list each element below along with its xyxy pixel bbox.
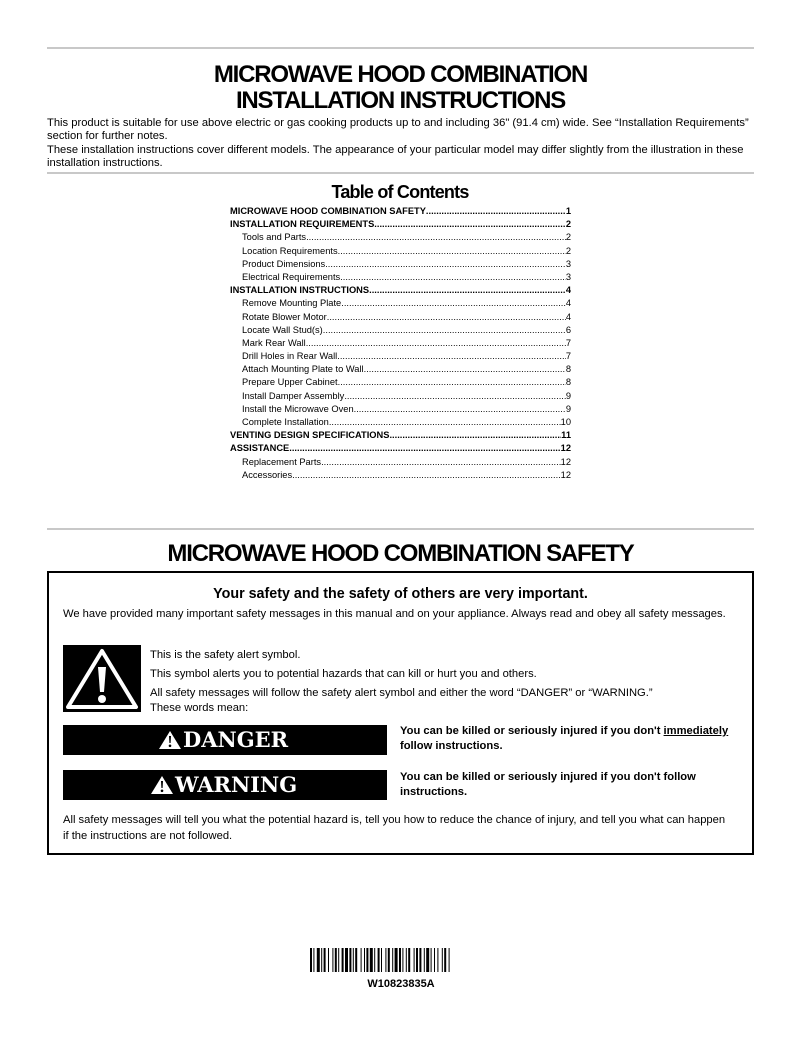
toc-entry-page: 7 [565, 351, 571, 362]
table-of-contents [230, 205, 571, 482]
toc-entry-page: 12 [560, 469, 571, 480]
safety-rule [47, 528, 754, 530]
toc-entry-page: 2 [565, 219, 571, 230]
safety-line-4: These words mean: [150, 702, 249, 714]
barcode [310, 948, 492, 972]
toc-entry-label: Product Dimensions [242, 258, 326, 269]
toc-entry-label: MICROWAVE HOOD COMBINATION SAFETY [230, 206, 426, 216]
toc-entry[interactable] [230, 376, 571, 389]
toc-entry-label: Locate Wall Stud(s) [242, 324, 323, 335]
toc-entry[interactable] [230, 390, 571, 403]
toc-entry-page: 9 [565, 390, 571, 401]
danger-signal [63, 725, 387, 755]
toc-entry-page: 3 [565, 271, 571, 282]
intro-paragraph-2: These installation instructions cover different models. The appearance of your particular model may differ slightly from the illustration in these installation instructions. [47, 144, 744, 169]
top-rule [47, 47, 754, 49]
toc-entry[interactable] [230, 245, 571, 258]
toc-entry-label: Install the Microwave Oven [242, 403, 354, 414]
toc-entry-page: 12 [560, 443, 571, 454]
toc-entry[interactable] [230, 231, 571, 244]
toc-entry[interactable] [230, 363, 571, 376]
toc-entry[interactable] [230, 337, 571, 350]
toc-entry-page: 8 [565, 377, 571, 388]
page-title-line1: MICROWAVE HOOD COMBINATION [213, 61, 588, 88]
toc-entry[interactable] [230, 442, 571, 455]
toc-entry[interactable] [230, 205, 571, 218]
safety-line-2: This symbol alerts you to potential hazards that can kill or hurt you and others. [150, 668, 537, 680]
toc-entry[interactable] [230, 271, 571, 284]
toc-entry[interactable] [230, 284, 571, 297]
warning-word: WARNING [175, 772, 298, 797]
toc-entry-label: Rotate Blower Motor [242, 311, 327, 322]
safety-box [47, 571, 754, 855]
toc-entry-page: 1 [565, 206, 571, 216]
toc-entry-page: 2 [565, 245, 571, 256]
toc-entry-page: 6 [565, 324, 571, 335]
toc-entry-page: 7 [565, 337, 571, 348]
toc-title: Table of Contents [331, 182, 469, 202]
toc-entry-label: Tools and Parts [242, 232, 307, 243]
toc-entry[interactable] [230, 324, 571, 337]
intro-rule [47, 172, 754, 174]
danger-text: You can be killed or seriously injured if you don't immediately follow instructions. [400, 725, 729, 752]
warning-signal [63, 770, 387, 800]
toc-entry-label: Replacement Parts [242, 456, 322, 467]
toc-entry-page: 3 [565, 258, 571, 269]
toc-entry-label: Install Damper Assembly [242, 390, 345, 401]
toc-entry-label: Location Requirements [242, 245, 338, 256]
toc-entry[interactable] [230, 218, 571, 231]
danger-alert-icon [159, 731, 181, 749]
toc-entry-label: Mark Rear Wall [242, 337, 306, 348]
toc-entry-label: Attach Mounting Plate to Wall [242, 364, 364, 375]
toc-entry-page: 4 [565, 311, 571, 322]
toc-entry-label: Drill Holes in Rear Wall [242, 351, 338, 362]
toc-entry[interactable] [230, 350, 571, 363]
toc-entry-page: 8 [565, 364, 571, 375]
toc-entry[interactable] [230, 403, 571, 416]
toc-entry-label: Prepare Upper Cabinet [242, 377, 338, 388]
toc-entry[interactable] [230, 258, 571, 271]
toc-entry-page: 10 [560, 417, 571, 427]
toc-entry[interactable] [230, 297, 571, 310]
toc-entry-page: 9 [565, 403, 571, 414]
toc-entry-page: 12 [560, 456, 571, 467]
safety-section-heading: MICROWAVE HOOD COMBINATION SAFETY [167, 540, 634, 567]
toc-entry-page: 4 [565, 285, 571, 296]
intro-paragraph-1: This product is suitable for use above electric or gas cooking products up to and including 36" (91.4 cm) wide. See “Installation Requirements” section for further notes. [47, 117, 749, 142]
toc-entry-label: Accessories [242, 469, 293, 480]
toc-entry[interactable] [230, 456, 571, 469]
warning-alert-icon [151, 776, 173, 794]
safety-box-heading: Your safety and the safety of others are very important. [213, 586, 588, 602]
toc-entry-label: ASSISTANCE [230, 443, 290, 454]
safety-line-1: This is the safety alert symbol. [150, 649, 301, 661]
toc-entry[interactable] [230, 429, 571, 442]
safety-intro: We have provided many important safety messages in this manual and on your appliance. Always read and obey all safety messages. [63, 608, 726, 620]
danger-word: DANGER [183, 727, 289, 752]
warning-text: You can be killed or seriously injured if you don't follow instructions. [400, 771, 696, 798]
toc-entry[interactable] [230, 416, 571, 429]
safety-alert-icon [63, 645, 141, 712]
toc-entry-page: 11 [561, 430, 571, 441]
toc-entry-label: INSTALLATION REQUIREMENTS [230, 219, 375, 230]
safety-line-3: All safety messages will follow the safety alert symbol and either the word “DANGER” or “WARNING.” [150, 687, 653, 699]
toc-entry[interactable] [230, 469, 571, 482]
toc-entry-page: 2 [565, 232, 571, 243]
barcode-label: W10823835A [367, 978, 435, 990]
page-title-line2: INSTALLATION INSTRUCTIONS [235, 87, 566, 114]
toc-entry[interactable] [230, 311, 571, 324]
toc-entry-label: Remove Mounting Plate [242, 298, 342, 309]
toc-entry-page: 4 [565, 298, 571, 309]
toc-entry-label: INSTALLATION INSTRUCTIONS [230, 285, 370, 296]
toc-entry-label: Electrical Requirements [242, 271, 341, 282]
toc-entry-label: VENTING DESIGN SPECIFICATIONS [230, 430, 390, 441]
toc-entry-label: Complete Installation [242, 417, 329, 427]
safety-footer: All safety messages will tell you what the potential hazard is, tell you how to reduce the chance of injury, and tell you what can happen if the instructions are not followed. [63, 814, 726, 842]
